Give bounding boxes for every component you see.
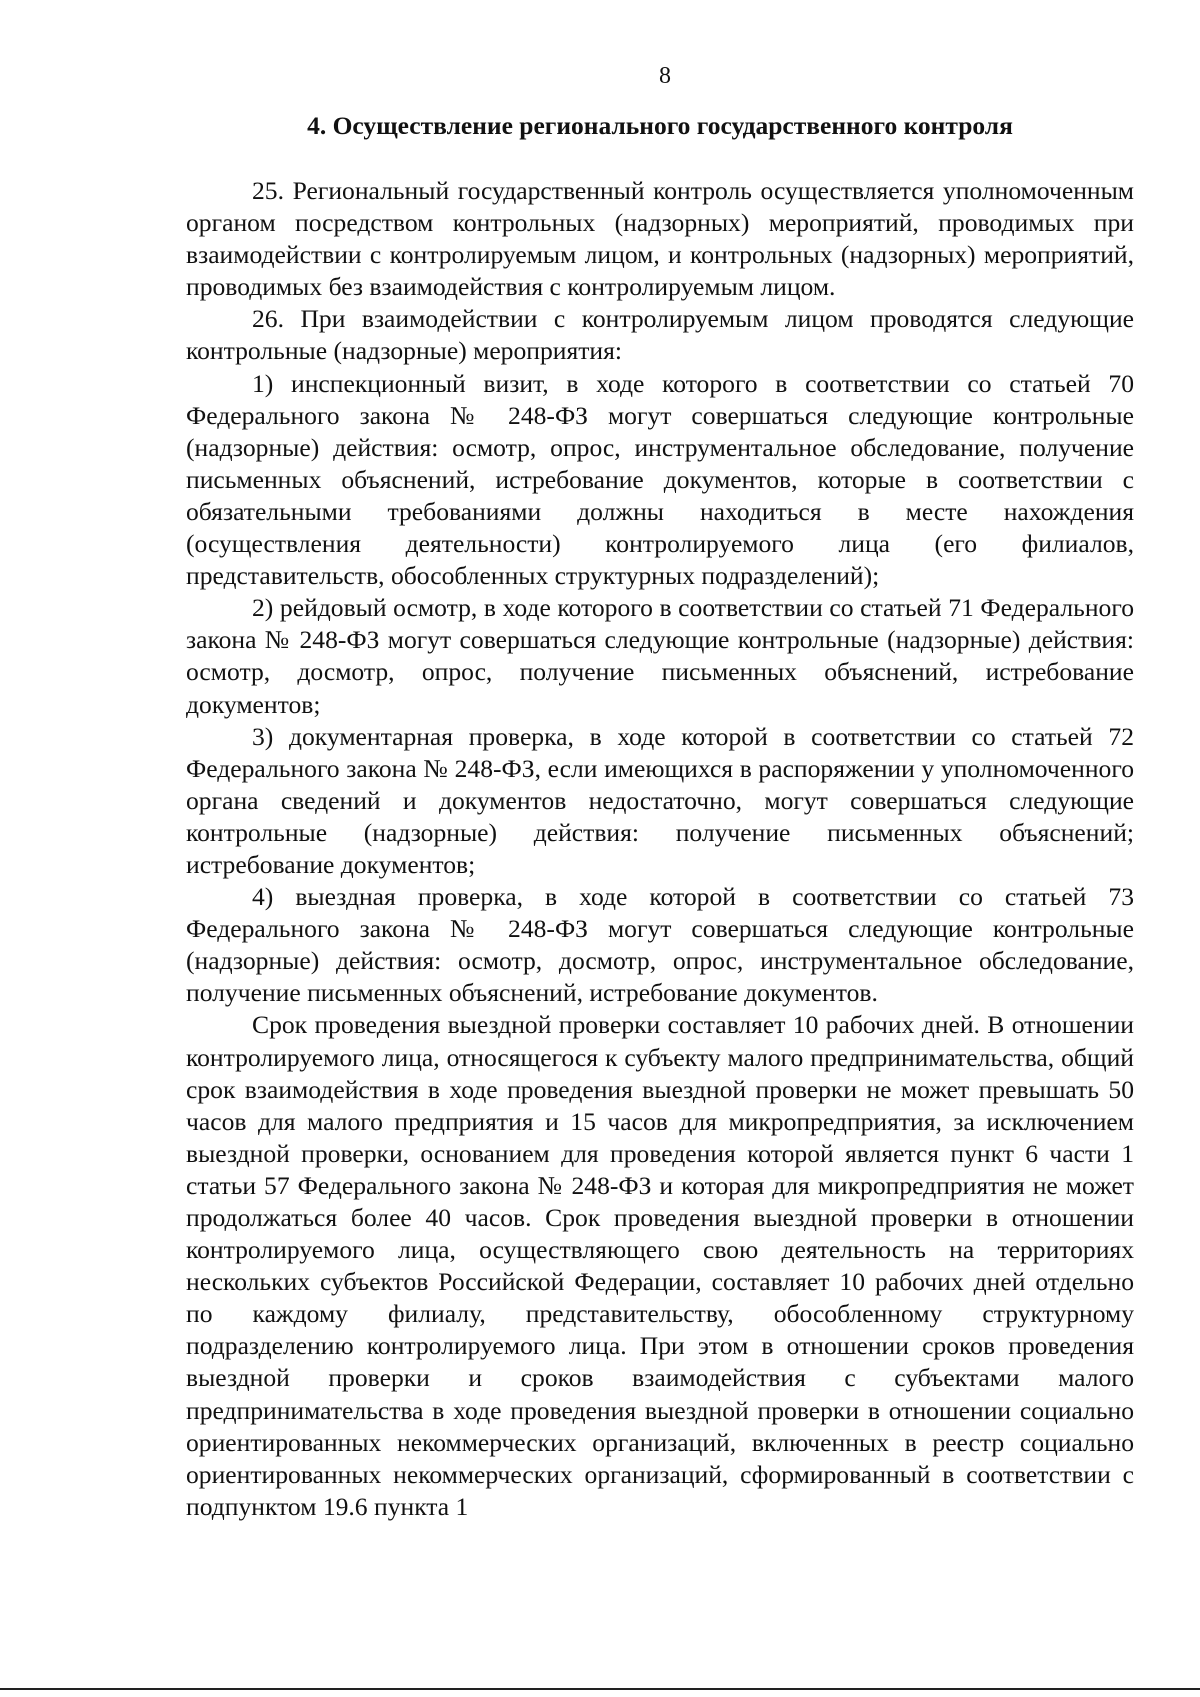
list-item-documentary-check: 3) документарная проверка, в ходе которой в соответствии со статьей 72 Федерального закона № 248-ФЗ, если имеющихся в распоряжении у уполномоченного органа сведений и документов недостаточно, могут совершаться следующие контрольные (надзорные) действия: получение письменных объяснений; истребование документов; [186,721,1134,879]
list-item-raid-inspection: 2) рейдовый осмотр, в ходе которого в соответствии со статьей 71 Федерального закона № 248-ФЗ могут совершаться следующие контрольные (надзорные) действия: осмотр, досмотр, опрос, получение письменных объяснений, истребование документов; [186,593,1134,719]
section-title: 4. Осуществление регионального государственного контроля [307,111,1013,140]
paragraph-field-check-duration: Срок проведения выездной проверки составляет 10 рабочих дней. В отношении контролируемого лица, относящегося к субъекту малого предпринимательства, общий срок взаимодействия в ходе проведения выездной проверки не может превышать 50 часов для малого предприятия и 15 часов для микропредприятия, за исключением выездной проверки, основанием для проведения которой является пункт 6 части 1 статьи 57 Федерального закона № 248-ФЗ и которая для микропредприятия не может продолжаться более 40 часов. Срок проведения выездной проверки в отношении контролируемого лица, осуществляющего свою деятельность на территориях нескольких субъектов Российской Федерации, составляет 10 рабочих дней отдельно по каждому филиалу, представительству, обособленному структурному подразделению контролируемого лица. При этом в отношении сроков проведения выездной проверки и сроков взаимодействия с субъектами малого предпринимательства в ходе проведения выездной проверки в отношении социально ориентированных некоммерческих организаций, включенных в реестр социально ориентированных некоммерческих организаций, сформированный в соответствии с подпунктом 19.6 пункта 1 [186,1010,1134,1521]
list-item-inspection-visit: 1) инспекционный визит, в ходе которого в соответствии со статьей 70 Федерального закона № 248-ФЗ могут совершаться следующие контрольные (надзорные) действия: осмотр, опрос, инструментальное обследование, получение письменных объяснений, истребование документов, которые в соответствии с обязательными требованиями должны находиться в месте нахождения (осуществления деятельности) контролируемого лица (его филиалов, представительств, обособленных структурных подразделений); [186,368,1134,591]
paragraph-26: 26. При взаимодействии с контролируемым лицом проводятся следующие контрольные (надзорные) мероприятия: [186,304,1134,366]
body-text [186,175,1134,1523]
page-number: 8 [659,63,671,89]
bottom-border-line [0,1688,1200,1690]
paragraph-25: 25. Региональный государственный контроль осуществляется уполномоченным органом посредством контрольных (надзорных) мероприятий, проводимых при взаимодействии с контролируемым лицом, и контрольных (надзорных) мероприятий, проводимых без взаимодействия с контролируемым лицом. [186,176,1134,302]
list-item-field-check: 4) выездная проверка, в ходе которой в соответствии со статьей 73 Федерального закона № 248-ФЗ могут совершаться следующие контрольные (надзорные) действия: осмотр, досмотр, опрос, инструментальное обследование, получение письменных объяснений, истребование документов. [186,882,1134,1008]
